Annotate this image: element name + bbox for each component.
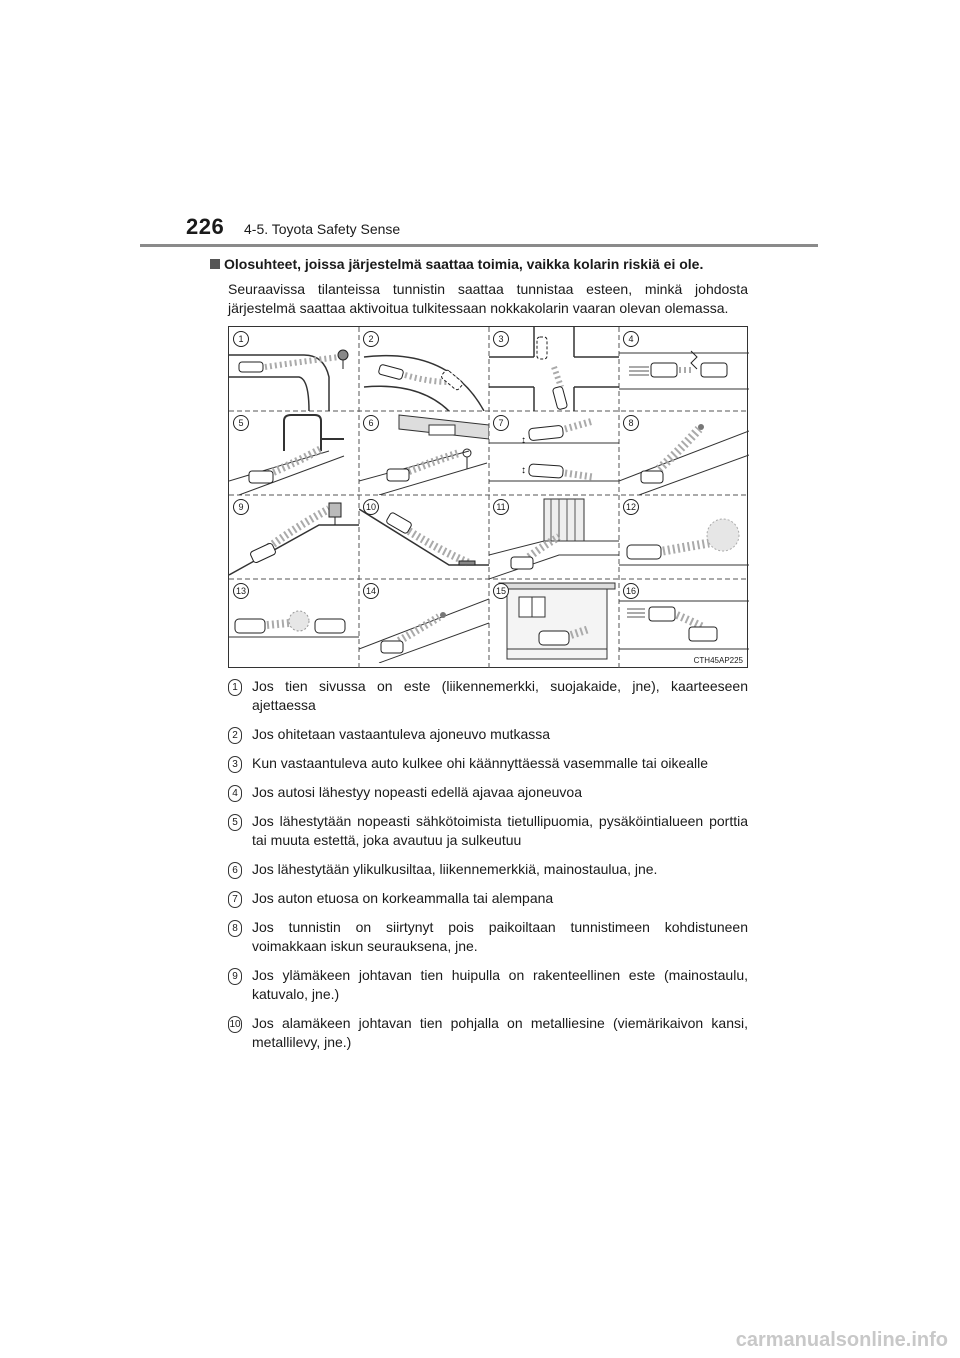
panel-15 <box>489 579 619 663</box>
item-text: Jos lähestytään nopeasti sähkötoimista tietullipuomia, pysäköintialueen porttia tai muuta estettä, joka avautuu ja sulkeutuu <box>252 813 748 848</box>
panel-number: 7 <box>493 415 509 431</box>
list-item <box>228 966 748 1004</box>
square-bullet-icon <box>210 259 220 269</box>
item-text: Kun vastaantuleva auto kulkee ohi käännyttäessä vasemmalle tai oikealle <box>252 755 709 771</box>
item-number: 10 <box>228 1016 242 1033</box>
page-header <box>0 0 960 250</box>
item-number: 5 <box>228 814 242 831</box>
item-number: 9 <box>228 968 242 985</box>
item-number: 6 <box>228 862 242 879</box>
panel-4 <box>619 327 749 411</box>
item-text: Jos tunnistin on siirtynyt pois paikoiltaan tunnistimeen kohdistuneen voimakkaan iskun seurauksena, jne. <box>252 919 748 954</box>
panel-number: 8 <box>623 415 639 431</box>
item-text: Jos alamäkeen johtavan tien pohjalla on metalliesine (viemärikaivon kansi, metallilevy, jne.) <box>252 1015 748 1050</box>
item-number: 8 <box>228 920 242 937</box>
item-number: 2 <box>228 727 242 744</box>
panel-10 <box>359 495 489 579</box>
panel-number: 14 <box>363 583 379 599</box>
panel-5 <box>229 411 359 495</box>
subsection-heading <box>210 256 770 272</box>
item-number: 3 <box>228 756 242 773</box>
panel-number: 1 <box>233 331 249 347</box>
panel-14 <box>359 579 489 663</box>
item-text: Jos autosi lähestyy nopeasti edellä ajavaa ajoneuvoa <box>252 784 583 800</box>
item-number: 4 <box>228 785 242 802</box>
panel-number: 10 <box>363 499 379 515</box>
panel-number: 6 <box>363 415 379 431</box>
page-number: 226 <box>186 214 225 239</box>
intro-paragraph: Seuraavissa tilanteissa tunnistin saattaa tunnistaa esteen, minkä johdosta järjestelmä saattaa aktivoitua tulkitessaan nokkakolarin vaaran olevan olemassa. <box>228 281 748 316</box>
panel-6 <box>359 411 489 495</box>
list-item <box>228 754 748 773</box>
panel-13 <box>229 579 359 663</box>
panel-number: 9 <box>233 499 249 515</box>
list-item <box>228 783 748 802</box>
panel-number: 2 <box>363 331 379 347</box>
panel-number: 4 <box>623 331 639 347</box>
panel-1 <box>229 327 359 411</box>
illustration-grid <box>228 326 748 668</box>
item-text: Jos ylämäkeen johtavan tien huipulla on rakenteellinen este (mainostaulu, katuvalo, jne.) <box>252 967 748 1002</box>
item-text: Jos lähestytään ylikulkusiltaa, liikennemerkkiä, mainostaulua, jne. <box>252 861 658 877</box>
list-item <box>228 725 748 744</box>
list-item <box>228 677 748 715</box>
svg-text:↕: ↕ <box>521 435 526 446</box>
item-text: Jos tien sivussa on este (liikennemerkki, suojakaide, jne), kaarteeseen ajettaessa <box>252 678 748 713</box>
item-text: Jos auton etuosa on korkeammalla tai alempana <box>252 890 554 906</box>
panel-number: 16 <box>623 583 639 599</box>
panel-number: 3 <box>493 331 509 347</box>
panel-3 <box>489 327 619 411</box>
panel-7 <box>489 411 619 495</box>
list-item <box>228 812 748 850</box>
header-rule <box>140 244 818 247</box>
panel-12 <box>619 495 749 579</box>
panel-8 <box>619 411 749 495</box>
panel-16 <box>619 579 749 663</box>
panel-2 <box>359 327 489 411</box>
panel-number: 5 <box>233 415 249 431</box>
panel-9 <box>229 495 359 579</box>
list-item <box>228 1014 748 1052</box>
panel-number: 11 <box>493 499 509 515</box>
figure-code: CTH45AP225 <box>693 656 743 665</box>
list-item <box>228 889 748 908</box>
list-item <box>228 918 748 956</box>
item-number: 7 <box>228 891 242 908</box>
item-number: 1 <box>228 679 242 696</box>
panel-number: 15 <box>493 583 509 599</box>
section-title: 4-5. Toyota Safety Sense <box>244 221 401 237</box>
panel-11 <box>489 495 619 579</box>
condition-list <box>228 677 748 1062</box>
item-text: Jos ohitetaan vastaantuleva ajoneuvo mutkassa <box>252 726 551 742</box>
heading-text: Olosuhteet, joissa järjestelmä saattaa toimia, vaikka kolarin riskiä ei ole. <box>224 256 704 272</box>
panel-number: 12 <box>623 499 639 515</box>
watermark-link[interactable]: carmanualsonline.info <box>735 1329 948 1351</box>
list-item <box>228 860 748 879</box>
svg-text:↕: ↕ <box>521 465 526 476</box>
panel-number: 13 <box>233 583 249 599</box>
